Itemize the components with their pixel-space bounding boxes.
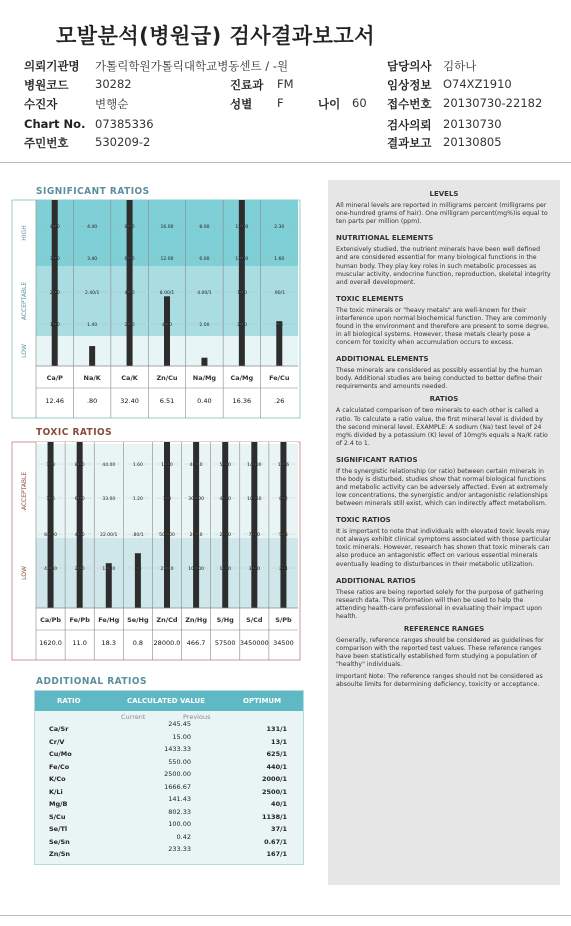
column-label: Zn/Cu: [156, 374, 178, 382]
tick-label: 33.00: [102, 497, 116, 502]
column-value: 28000.0: [153, 639, 181, 647]
section-heading: NUTRITIONAL ELEMENTS: [336, 234, 434, 243]
label-resident-no: 주민번호: [24, 136, 69, 150]
tick-label: 4.00: [49, 225, 60, 230]
tick-label: 1.60: [132, 463, 143, 468]
ratio-optimum: 13/1: [271, 737, 287, 746]
tick-label: 2800: [219, 533, 231, 538]
value-sex: F: [277, 96, 284, 110]
tick-label: 6.60: [74, 497, 85, 502]
table-row: [35, 845, 303, 862]
section-text: If the synergistic relationship (or ratio) between certain minerals in the body is disturbed, studies show that normal biological functions and metabolic activity can be adversely affected. Even at extremely low concentrations, the synergistic and/or antagonistic relationships between minerals still exist, which can indirectly affect metabolism.: [336, 467, 548, 508]
report-image: [6, 180, 566, 885]
bar-zn-cu: [161, 296, 173, 366]
column-value: 57500: [214, 639, 236, 647]
tick-label: 126: [46, 497, 55, 502]
tick-label: 7100: [248, 533, 261, 538]
zone-label: HIGH: [21, 225, 28, 241]
value-hospital-code: 30282: [95, 77, 132, 91]
tick-label: 2.20: [74, 567, 85, 572]
tick-label: 750: [162, 497, 172, 502]
ratio-name: K/Li: [49, 787, 63, 796]
tick-label: 400.0: [189, 463, 203, 468]
section-heading: ADDITIONAL ELEMENTS: [336, 355, 429, 364]
ratio-optimum: 625/1: [266, 750, 287, 758]
tick-label: 8.00: [199, 225, 210, 230]
tick-label: 4.40: [74, 533, 85, 538]
section-heading: REFERENCE RANGES: [403, 624, 485, 633]
label-clinical-info: 임상정보: [387, 78, 432, 92]
tick-label: 4200: [219, 497, 231, 502]
bar-na-k: [89, 346, 95, 366]
value-receipt-no: 20130730-22182: [443, 96, 543, 110]
tick-label: 8.20: [124, 225, 135, 230]
value-resident-no: 530209-2: [95, 135, 151, 149]
tick-label: 1000: [161, 463, 173, 468]
tick-label: 1136: [277, 463, 290, 468]
zone-label: ACCEPTABLE: [21, 471, 28, 511]
ratio-name: Se/Sn: [49, 837, 70, 846]
label-patient: 수진자: [24, 97, 58, 111]
section-heading: ADDITIONAL RATIOS: [336, 576, 416, 585]
section-heading: TOXIC RATIOS: [336, 516, 391, 525]
bar-na-mg: [201, 358, 207, 366]
tick-label: 22.00/1: [100, 533, 118, 538]
column-label: S/Hg: [216, 616, 234, 624]
section-text: A calculated comparison of two minerals to each other is called a ratio. To calculate a ratio value, the first mineral level is divided by the second mineral level. EXAMPLE: A sodium (Na) test level of 24 mg% divided by a potassium (K) level of 10mg% equals a Na/K ratio of 2.4 to 1.: [336, 407, 548, 447]
column-value: 466.7: [186, 639, 206, 647]
tick-label: 300.00: [188, 497, 204, 502]
value-test-request: 20130730: [443, 117, 502, 131]
tick-label: 2.00: [199, 323, 210, 328]
ratio-name: Ca/Sr: [49, 725, 69, 733]
column-value: 34500: [273, 639, 294, 647]
ratio-current-value: 100.00: [168, 820, 191, 828]
column-label: Ca/Mg: [230, 374, 254, 382]
tick-label: 84.00: [44, 533, 58, 538]
section-heading: LEVELS: [429, 190, 459, 198]
tick-label: 2.30: [274, 225, 285, 230]
ratios-panel: [6, 180, 304, 885]
table-header: [35, 691, 303, 711]
column-value: 11.0: [72, 639, 87, 647]
ratio-optimum: 0.67/1: [264, 837, 287, 846]
header-divider: [0, 162, 571, 163]
column-label: Fe/Pb: [69, 616, 90, 624]
subheader-previous: Previous: [183, 713, 211, 721]
section-text: These ratios are being reported solely for the purpose of gathering research data. This information will then be used to help the attending health-care professional in evaluating their impact upon health.: [336, 588, 544, 620]
ratio-current-value: 141.43: [168, 795, 191, 803]
label-result-report: 결과보고: [387, 136, 432, 150]
additional-ratios-table: [34, 690, 304, 865]
value-age: 60: [352, 96, 367, 110]
tick-label: 852: [279, 497, 288, 502]
column-value: .80: [86, 397, 98, 405]
ratio-current-value: 550.00: [168, 757, 191, 766]
column-label: Zn/Cd: [156, 616, 178, 624]
zone-label: ACCEPTABLE: [21, 281, 28, 321]
ratio-current-value: 233.33: [168, 845, 191, 853]
ratio-name: Cr/V: [49, 737, 65, 746]
tick-label: 200.0: [189, 533, 203, 538]
ratio-optimum: 40/1: [271, 800, 287, 808]
ratio-optimum: 2000/1: [262, 775, 287, 783]
value-chart-no: 07385336: [95, 117, 154, 131]
explanation-panel: [328, 180, 560, 885]
tick-label: 2.40/1: [84, 291, 100, 296]
tick-label: 11.00: [102, 567, 116, 572]
column-label: Fe/Hg: [98, 616, 120, 624]
zone-label: LOW: [21, 566, 28, 580]
column-value: 1620.0: [39, 639, 62, 647]
footer-divider: [0, 915, 571, 916]
tick-label: 5600: [219, 463, 231, 468]
label-age: 나이: [318, 97, 341, 111]
tick-label: .40: [134, 567, 142, 572]
tick-label: 11.00: [235, 257, 249, 262]
ratio-name: Se/Tl: [49, 825, 68, 833]
label-chart-no: Chart No.: [24, 117, 86, 131]
column-label: Se/Hg: [127, 616, 149, 624]
column-value: 16.36: [232, 397, 252, 405]
tick-label: 6.00: [199, 257, 210, 262]
column-value: 3450000: [239, 639, 269, 647]
column-value: 0.8: [132, 639, 144, 647]
tick-label: 1.20: [132, 497, 143, 502]
tick-label: 3550: [248, 567, 261, 572]
ratio-optimum: 131/1: [266, 725, 287, 733]
tick-label: 4.40: [87, 225, 98, 230]
label-hospital-code: 병원코드: [24, 78, 69, 92]
column-value: 0.40: [197, 397, 212, 405]
ratio-current-value: 245.45: [168, 720, 191, 728]
tick-label: 7.00: [236, 291, 247, 296]
ratio-name: Fe/Co: [49, 762, 70, 771]
toxic-ratios-chart: [6, 438, 304, 668]
tick-label: 14200: [247, 463, 262, 468]
column-value: 6.51: [159, 397, 175, 405]
label-receipt-no: 접수번호: [387, 97, 432, 111]
ratio-current-value: 1666.67: [164, 782, 191, 791]
tick-label: 1400: [219, 567, 231, 572]
tick-label: .90/1: [273, 291, 286, 296]
ratio-optimum: 167/1: [266, 850, 287, 858]
column-label: Na/K: [83, 374, 101, 382]
tick-label: 10650: [247, 497, 262, 502]
section-text: These minerals are considered as possibly essential by the human body. Additional studies are being conducted to better define their requirements and amounts needed.: [336, 367, 543, 391]
tick-label: .80/1: [132, 533, 144, 538]
ratio-optimum: 440/1: [266, 762, 287, 771]
label-department: 진료과: [230, 78, 264, 92]
significant-title: SIGNIFICANT RATIOS: [36, 186, 150, 197]
section-text: The toxic minerals or "heavy metals" are well-known for their interference upon normal biochemical function. They are commonly found in the environment and therefore are present to some degree, in all biological systems. However, these metals clearly pose a concern for toxicity when accumulation occurs to excess.: [336, 306, 550, 347]
column-label: Ca/K: [121, 374, 138, 382]
tick-label: 3.00: [236, 323, 247, 328]
column-label: Fe/Cu: [269, 374, 290, 382]
section-heading: RATIOS: [429, 395, 459, 404]
tick-label: 8.80: [74, 463, 85, 468]
ratio-optimum: 2500/1: [262, 787, 287, 796]
column-label: Na/Mg: [192, 374, 217, 382]
header-calculated-value: CALCULATED VALUE: [127, 697, 206, 705]
additional-title: ADDITIONAL RATIOS: [36, 676, 147, 687]
ratio-optimum: 1138/1: [262, 812, 287, 821]
section-heading: SIGNIFICANT RATIOS: [336, 455, 418, 464]
subheader-current: Current: [121, 713, 146, 721]
ratio-name: Mg/B: [49, 800, 68, 808]
value-department: FM: [277, 77, 294, 91]
ratio-name: S/Cu: [49, 812, 66, 821]
tick-label: 1.60: [274, 257, 285, 262]
label-test-request: 검사의뢰: [387, 118, 432, 132]
value-patient: 변행순: [95, 97, 129, 111]
significant-ratios-chart: [6, 196, 304, 426]
section-text: Extensively studied, the nutrient minerals have been well defined and are considered essential for many biological functions in the human body. They play key roles in such metabolic processes as muscular activity, endocrine function, reproduction, skeletal integrity and overall development.: [336, 246, 551, 286]
tick-label: 3.00: [49, 257, 60, 262]
tick-label: 2.00: [49, 291, 60, 296]
tick-label: 568: [279, 533, 288, 538]
ratio-current-value: 2500.00: [164, 770, 191, 778]
label-sex: 성별: [230, 97, 253, 111]
section-text: All mineral levels are reported in milligrams percent (milligrams per one-hundred grams of hair). One milligram percent(mg%)is equal to ten parts per million (ppm).: [336, 202, 548, 226]
tick-label: 168: [46, 463, 55, 468]
header-optimum: OPTIMUM: [243, 697, 282, 705]
ratio-current-value: 0.42: [176, 832, 191, 841]
column-label: Ca/P: [46, 374, 63, 382]
value-requesting-institution: 가톨릭학원가톨릭대학교병동센트 / -원: [95, 59, 289, 73]
header-ratio: RATIO: [57, 697, 81, 705]
tick-label: 284: [279, 567, 288, 572]
patient-info: [0, 52, 571, 152]
column-value: 18.3: [101, 639, 117, 647]
tick-label: 250.0: [160, 567, 174, 572]
bar-se-hg: [135, 553, 141, 608]
value-result-report: 20130805: [443, 135, 502, 149]
column-value: 32.40: [120, 397, 139, 405]
tick-label: .20: [275, 323, 283, 328]
column-label: Ca/Pb: [40, 616, 62, 624]
tick-label: 8.00/1: [159, 291, 175, 296]
label-requesting-institution: 의뢰기관명: [24, 59, 80, 73]
section-text: Generally, reference ranges should be considered as guidelines for comparison with the reported test values. These reference ranges have been statistically established form studying a population of "healthy" individuals.: [336, 637, 544, 669]
ratio-name: K/Co: [49, 775, 66, 783]
tick-label: 6.20: [124, 257, 135, 262]
tick-label: 500.00: [159, 533, 175, 538]
ratio-optimum: 37/1: [271, 825, 287, 833]
column-value: 12.46: [45, 397, 65, 405]
value-doctor: 김하나: [443, 59, 477, 73]
toxic-title: TOXIC RATIOS: [36, 427, 113, 438]
zone-label: LOW: [21, 344, 28, 358]
tick-label: 44.00: [102, 463, 116, 468]
tick-label: 100.00: [188, 567, 204, 572]
tick-label: 42.00: [44, 567, 58, 572]
tick-label: 4.20: [124, 291, 135, 296]
ratio-current-value: 1433.33: [164, 745, 191, 753]
tick-label: 16.00: [160, 225, 174, 230]
ratio-name: Zn/Sn: [49, 850, 71, 858]
tick-label: 4.00: [161, 323, 173, 328]
column-label: S/Cd: [246, 616, 263, 624]
ratio-current-value: 15.00: [172, 732, 191, 741]
tick-label: 2.20: [124, 323, 135, 328]
ratio-current-value: 802.33: [168, 807, 191, 816]
tick-label: 15.00: [235, 225, 249, 230]
column-value: .26: [274, 397, 285, 405]
column-label: S/Pb: [275, 616, 292, 624]
section-text: Important Note: The reference ranges should not be considered as absoulte limits for determining deficiency, toxicity or acceptance.: [336, 673, 543, 689]
tick-label: 12.00: [160, 257, 174, 262]
label-doctor: 담당의사: [387, 59, 432, 73]
section-heading: TOXIC ELEMENTS: [336, 294, 404, 303]
ratio-name: Cu/Mo: [49, 750, 72, 758]
value-clinical-info: O74XZ1910: [443, 77, 512, 91]
column-label: Zn/Hg: [185, 616, 208, 624]
section-text: It is important to note that individuals with elevated toxic levels may not always exhibit clinical symptoms associated with those particular toxic minerals. However, research has shown that toxic minerals can also produce an antagonistic effect on various essential minerals eventually leading to disturbances in their metabolic utilization.: [336, 528, 552, 568]
tick-label: 4.00/1: [197, 291, 212, 296]
report-title: 모발분석(병원급) 검사결과보고서: [56, 24, 376, 48]
tick-label: 1.00: [49, 323, 60, 328]
tick-label: 1.40: [87, 323, 98, 328]
tick-label: 3.40: [87, 257, 98, 262]
